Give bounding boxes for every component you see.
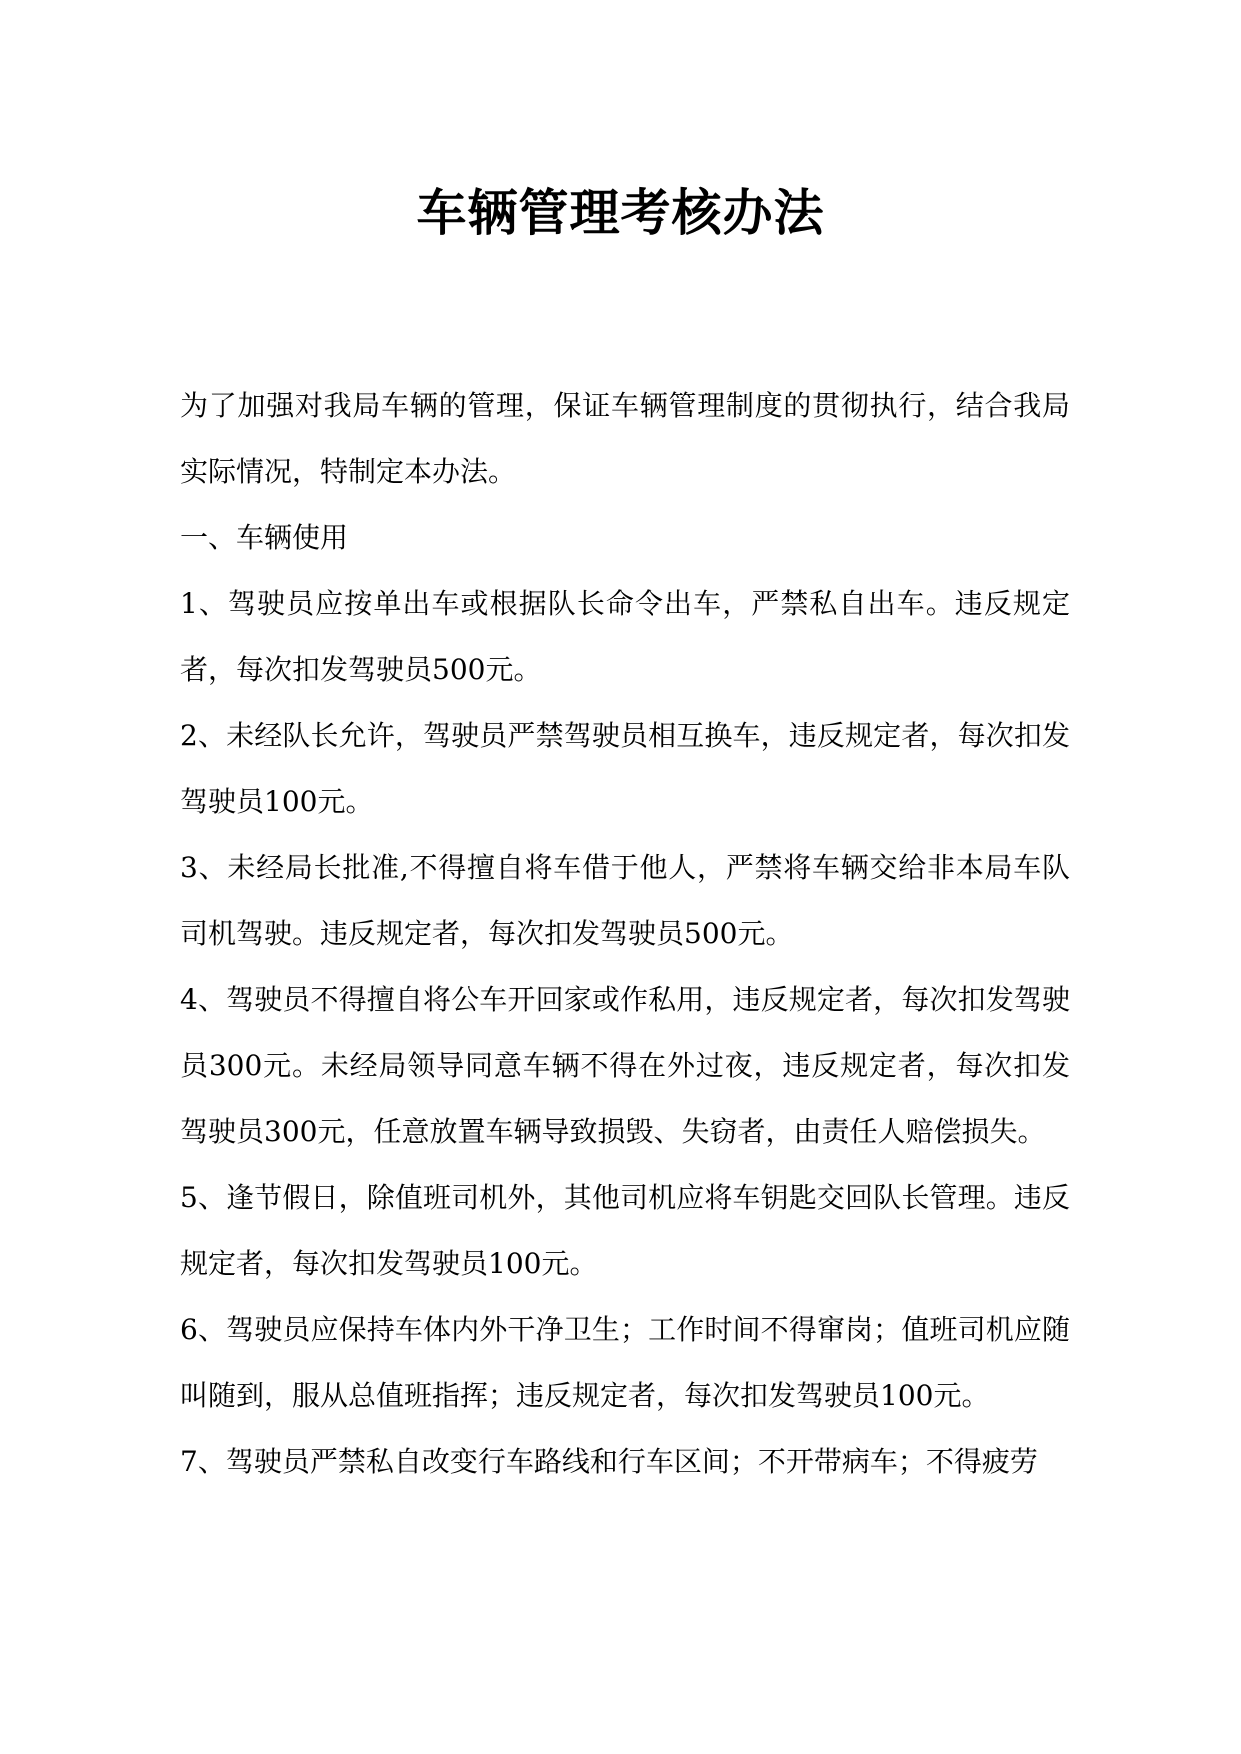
rule-item-5: 5、逢节假日，除值班司机外，其他司机应将车钥匙交回队长管理。违反规定者，每次扣发驾驶员100元。 xyxy=(180,1181,1070,1280)
document-title: 车辆管理考核办法 xyxy=(416,184,825,242)
rule-item-4: 4、驾驶员不得擅自将公车开回家或作私用，违反规定者，每次扣发驾驶员300元。未经局领导同意车辆不得在外过夜，违反规定者，每次扣发驾驶员300元，任意放置车辆导致损毁、失窃者，由责任人赔偿损失。 xyxy=(180,983,1070,1148)
rule-item-2: 2、未经队长允许，驾驶员严禁驾驶员相互换车，违反规定者，每次扣发驾驶员100元。 xyxy=(180,719,1070,818)
rule-item-7: 7、驾驶员严禁私自改变行车路线和行车区间；不开带病车；不得疲劳 xyxy=(180,1445,1038,1478)
rule-item-3: 3、未经局长批准,不得擅自将车借于他人，严禁将车辆交给非本局车队司机驾驶。违反规定者，每次扣发驾驶员500元。 xyxy=(180,851,1070,950)
document-body xyxy=(180,373,1070,1495)
intro-paragraph: 为了加强对我局车辆的管理，保证车辆管理制度的贯彻执行，结合我局实际情况，特制定本办法。 xyxy=(180,389,1070,488)
rule-item-1: 1、驾驶员应按单出车或根据队长命令出车，严禁私自出车。违反规定者，每次扣发驾驶员500元。 xyxy=(180,587,1070,686)
section-heading-vehicle-use: 一、车辆使用 xyxy=(180,521,349,554)
rule-item-6: 6、驾驶员应保持车体内外干净卫生；工作时间不得窜岗；值班司机应随叫随到，服从总值班指挥；违反规定者，每次扣发驾驶员100元。 xyxy=(180,1313,1070,1412)
